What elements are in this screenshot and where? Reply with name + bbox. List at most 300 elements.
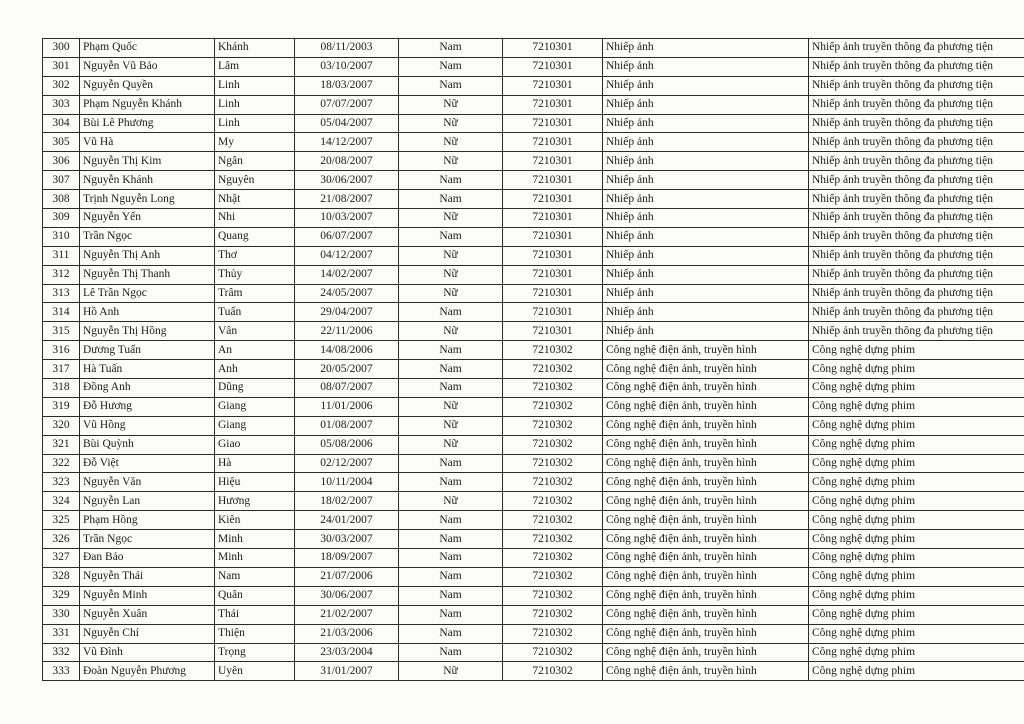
row-number-cell: 328 — [43, 567, 80, 586]
major-name-cell: Công nghệ điện ảnh, truyền hình — [603, 435, 809, 454]
birth-date-cell: 14/12/2007 — [295, 133, 399, 152]
major-name-cell: Nhiếp ảnh — [603, 57, 809, 76]
given-name-cell: Nhật — [215, 190, 295, 209]
specialization-cell: Nhiếp ảnh truyền thông đa phương tiện — [809, 57, 1024, 76]
major-code-cell: 7210301 — [503, 227, 603, 246]
given-name-cell: Linh — [215, 95, 295, 114]
given-name-cell: My — [215, 133, 295, 152]
table-row — [43, 624, 1024, 643]
major-name-cell: Nhiếp ảnh — [603, 152, 809, 171]
row-number-cell: 308 — [43, 190, 80, 209]
table-row — [43, 530, 1024, 549]
row-number-cell: 313 — [43, 284, 80, 303]
major-name-cell: Công nghệ điện ảnh, truyền hình — [603, 549, 809, 568]
table-row — [43, 95, 1024, 114]
row-number-cell: 318 — [43, 379, 80, 398]
table-row — [43, 492, 1024, 511]
family-middle-name-cell: Đồng Anh — [80, 379, 215, 398]
family-middle-name-cell: Nguyễn Khánh — [80, 171, 215, 190]
birth-date-cell: 18/03/2007 — [295, 76, 399, 95]
birth-date-cell: 05/08/2006 — [295, 435, 399, 454]
given-name-cell: Vân — [215, 322, 295, 341]
specialization-cell: Công nghệ dựng phim — [809, 643, 1024, 662]
given-name-cell: Giao — [215, 435, 295, 454]
family-middle-name-cell: Đỗ Việt — [80, 454, 215, 473]
gender-cell: Nữ — [399, 435, 503, 454]
major-code-cell: 7210302 — [503, 643, 603, 662]
major-name-cell: Nhiếp ảnh — [603, 190, 809, 209]
specialization-cell: Công nghệ dựng phim — [809, 511, 1024, 530]
major-name-cell: Công nghệ điện ảnh, truyền hình — [603, 643, 809, 662]
gender-cell: Nam — [399, 530, 503, 549]
row-number-cell: 326 — [43, 530, 80, 549]
row-number-cell: 331 — [43, 624, 80, 643]
birth-date-cell: 31/01/2007 — [295, 662, 399, 681]
major-code-cell: 7210301 — [503, 209, 603, 228]
specialization-cell: Công nghệ dựng phim — [809, 379, 1024, 398]
gender-cell: Nữ — [399, 284, 503, 303]
birth-date-cell: 05/04/2007 — [295, 114, 399, 133]
gender-cell: Nữ — [399, 492, 503, 511]
row-number-cell: 324 — [43, 492, 80, 511]
major-code-cell: 7210302 — [503, 416, 603, 435]
family-middle-name-cell: Dương Tuấn — [80, 341, 215, 360]
specialization-cell: Công nghệ dựng phim — [809, 549, 1024, 568]
table-row — [43, 643, 1024, 662]
given-name-cell: Thiện — [215, 624, 295, 643]
table-row — [43, 133, 1024, 152]
table-row — [43, 397, 1024, 416]
family-middle-name-cell: Nguyễn Minh — [80, 586, 215, 605]
specialization-cell: Công nghệ dựng phim — [809, 473, 1024, 492]
major-code-cell: 7210302 — [503, 586, 603, 605]
family-middle-name-cell: Phạm Hồng — [80, 511, 215, 530]
family-middle-name-cell: Phạm Nguyễn Khánh — [80, 95, 215, 114]
specialization-cell: Nhiếp ảnh truyền thông đa phương tiện — [809, 265, 1024, 284]
given-name-cell: Anh — [215, 360, 295, 379]
major-code-cell: 7210301 — [503, 152, 603, 171]
student-roster-table — [42, 38, 1024, 681]
gender-cell: Nam — [399, 473, 503, 492]
specialization-cell: Nhiếp ảnh truyền thông đa phương tiện — [809, 95, 1024, 114]
birth-date-cell: 11/01/2006 — [295, 397, 399, 416]
major-code-cell: 7210302 — [503, 397, 603, 416]
specialization-cell: Nhiếp ảnh truyền thông đa phương tiện — [809, 39, 1024, 58]
gender-cell: Nam — [399, 303, 503, 322]
gender-cell: Nữ — [399, 133, 503, 152]
major-code-cell: 7210302 — [503, 435, 603, 454]
gender-cell: Nữ — [399, 265, 503, 284]
major-name-cell: Công nghệ điện ảnh, truyền hình — [603, 492, 809, 511]
row-number-cell: 301 — [43, 57, 80, 76]
specialization-cell: Công nghệ dựng phim — [809, 454, 1024, 473]
table-row — [43, 360, 1024, 379]
table-row — [43, 586, 1024, 605]
given-name-cell: Trọng — [215, 643, 295, 662]
given-name-cell: Trâm — [215, 284, 295, 303]
major-name-cell: Nhiếp ảnh — [603, 114, 809, 133]
birth-date-cell: 04/12/2007 — [295, 246, 399, 265]
given-name-cell: Linh — [215, 114, 295, 133]
given-name-cell: Ngân — [215, 152, 295, 171]
major-name-cell: Công nghệ điện ảnh, truyền hình — [603, 662, 809, 681]
specialization-cell: Nhiếp ảnh truyền thông đa phương tiện — [809, 246, 1024, 265]
gender-cell: Nữ — [399, 114, 503, 133]
given-name-cell: Hương — [215, 492, 295, 511]
specialization-cell: Nhiếp ảnh truyền thông đa phương tiện — [809, 227, 1024, 246]
row-number-cell: 319 — [43, 397, 80, 416]
major-name-cell: Công nghệ điện ảnh, truyền hình — [603, 416, 809, 435]
gender-cell: Nam — [399, 586, 503, 605]
birth-date-cell: 10/03/2007 — [295, 209, 399, 228]
major-code-cell: 7210301 — [503, 190, 603, 209]
specialization-cell: Nhiếp ảnh truyền thông đa phương tiện — [809, 284, 1024, 303]
row-number-cell: 314 — [43, 303, 80, 322]
birth-date-cell: 10/11/2004 — [295, 473, 399, 492]
specialization-cell: Công nghệ dựng phim — [809, 662, 1024, 681]
given-name-cell: Nhi — [215, 209, 295, 228]
gender-cell: Nữ — [399, 662, 503, 681]
major-name-cell: Công nghệ điện ảnh, truyền hình — [603, 605, 809, 624]
row-number-cell: 311 — [43, 246, 80, 265]
roster-body — [43, 39, 1024, 681]
major-code-cell: 7210301 — [503, 284, 603, 303]
major-code-cell: 7210302 — [503, 379, 603, 398]
major-name-cell: Nhiếp ảnh — [603, 39, 809, 58]
table-row — [43, 416, 1024, 435]
gender-cell: Nữ — [399, 246, 503, 265]
family-middle-name-cell: Vũ Hồng — [80, 416, 215, 435]
family-middle-name-cell: Nguyễn Quyền — [80, 76, 215, 95]
given-name-cell: Linh — [215, 76, 295, 95]
birth-date-cell: 02/12/2007 — [295, 454, 399, 473]
given-name-cell: Tuấn — [215, 303, 295, 322]
birth-date-cell: 24/05/2007 — [295, 284, 399, 303]
row-number-cell: 302 — [43, 76, 80, 95]
table-row — [43, 435, 1024, 454]
major-code-cell: 7210301 — [503, 246, 603, 265]
major-name-cell: Công nghệ điện ảnh, truyền hình — [603, 454, 809, 473]
family-middle-name-cell: Nguyễn Xuân — [80, 605, 215, 624]
specialization-cell: Công nghệ dựng phim — [809, 530, 1024, 549]
major-code-cell: 7210302 — [503, 341, 603, 360]
gender-cell: Nam — [399, 76, 503, 95]
row-number-cell: 316 — [43, 341, 80, 360]
major-code-cell: 7210302 — [503, 454, 603, 473]
gender-cell: Nam — [399, 379, 503, 398]
row-number-cell: 329 — [43, 586, 80, 605]
birth-date-cell: 30/06/2007 — [295, 586, 399, 605]
major-code-cell: 7210302 — [503, 492, 603, 511]
specialization-cell: Công nghệ dựng phim — [809, 397, 1024, 416]
row-number-cell: 309 — [43, 209, 80, 228]
table-row — [43, 549, 1024, 568]
major-code-cell: 7210301 — [503, 39, 603, 58]
major-name-cell: Nhiếp ảnh — [603, 265, 809, 284]
gender-cell: Nam — [399, 171, 503, 190]
table-row — [43, 322, 1024, 341]
major-name-cell: Nhiếp ảnh — [603, 284, 809, 303]
family-middle-name-cell: Đan Bảo — [80, 549, 215, 568]
table-row — [43, 57, 1024, 76]
specialization-cell: Nhiếp ảnh truyền thông đa phương tiện — [809, 133, 1024, 152]
major-name-cell: Công nghệ điện ảnh, truyền hình — [603, 624, 809, 643]
row-number-cell: 300 — [43, 39, 80, 58]
gender-cell: Nam — [399, 57, 503, 76]
major-code-cell: 7210301 — [503, 76, 603, 95]
given-name-cell: Quang — [215, 227, 295, 246]
family-middle-name-cell: Nguyễn Yến — [80, 209, 215, 228]
major-name-cell: Công nghệ điện ảnh, truyền hình — [603, 379, 809, 398]
major-name-cell: Công nghệ điện ảnh, truyền hình — [603, 567, 809, 586]
row-number-cell: 333 — [43, 662, 80, 681]
given-name-cell: Dũng — [215, 379, 295, 398]
birth-date-cell: 18/09/2007 — [295, 549, 399, 568]
birth-date-cell: 14/02/2007 — [295, 265, 399, 284]
birth-date-cell: 21/02/2007 — [295, 605, 399, 624]
given-name-cell: Minh — [215, 549, 295, 568]
family-middle-name-cell: Đoàn Nguyễn Phương — [80, 662, 215, 681]
gender-cell: Nữ — [399, 95, 503, 114]
major-name-cell: Công nghệ điện ảnh, truyền hình — [603, 341, 809, 360]
family-middle-name-cell: Vũ Đình — [80, 643, 215, 662]
birth-date-cell: 06/07/2007 — [295, 227, 399, 246]
birth-date-cell: 21/08/2007 — [295, 190, 399, 209]
major-code-cell: 7210301 — [503, 57, 603, 76]
birth-date-cell: 23/03/2004 — [295, 643, 399, 662]
major-name-cell: Công nghệ điện ảnh, truyền hình — [603, 473, 809, 492]
family-middle-name-cell: Nguyễn Chí — [80, 624, 215, 643]
gender-cell: Nữ — [399, 209, 503, 228]
row-number-cell: 327 — [43, 549, 80, 568]
specialization-cell: Công nghệ dựng phim — [809, 341, 1024, 360]
major-code-cell: 7210302 — [503, 567, 603, 586]
major-name-cell: Nhiếp ảnh — [603, 209, 809, 228]
family-middle-name-cell: Trần Ngọc — [80, 530, 215, 549]
given-name-cell: An — [215, 341, 295, 360]
specialization-cell: Nhiếp ảnh truyền thông đa phương tiện — [809, 171, 1024, 190]
gender-cell: Nữ — [399, 152, 503, 171]
specialization-cell: Công nghệ dựng phim — [809, 492, 1024, 511]
major-code-cell: 7210302 — [503, 624, 603, 643]
major-code-cell: 7210302 — [503, 662, 603, 681]
table-row — [43, 209, 1024, 228]
given-name-cell: Nam — [215, 567, 295, 586]
gender-cell: Nam — [399, 624, 503, 643]
specialization-cell: Nhiếp ảnh truyền thông đa phương tiện — [809, 114, 1024, 133]
table-row — [43, 605, 1024, 624]
major-name-cell: Nhiếp ảnh — [603, 227, 809, 246]
specialization-cell: Công nghệ dựng phim — [809, 624, 1024, 643]
row-number-cell: 304 — [43, 114, 80, 133]
birth-date-cell: 21/03/2006 — [295, 624, 399, 643]
birth-date-cell: 03/10/2007 — [295, 57, 399, 76]
major-name-cell: Nhiếp ảnh — [603, 171, 809, 190]
specialization-cell: Nhiếp ảnh truyền thông đa phương tiện — [809, 190, 1024, 209]
given-name-cell: Thái — [215, 605, 295, 624]
specialization-cell: Nhiếp ảnh truyền thông đa phương tiện — [809, 152, 1024, 171]
birth-date-cell: 21/07/2006 — [295, 567, 399, 586]
table-row — [43, 379, 1024, 398]
major-code-cell: 7210302 — [503, 360, 603, 379]
row-number-cell: 332 — [43, 643, 80, 662]
family-middle-name-cell: Hồ Anh — [80, 303, 215, 322]
given-name-cell: Thủy — [215, 265, 295, 284]
specialization-cell: Nhiếp ảnh truyền thông đa phương tiện — [809, 303, 1024, 322]
family-middle-name-cell: Bùi Lê Phương — [80, 114, 215, 133]
major-code-cell: 7210302 — [503, 530, 603, 549]
family-middle-name-cell: Lê Trần Ngọc — [80, 284, 215, 303]
row-number-cell: 310 — [43, 227, 80, 246]
birth-date-cell: 30/03/2007 — [295, 530, 399, 549]
major-name-cell: Nhiếp ảnh — [603, 76, 809, 95]
major-name-cell: Công nghệ điện ảnh, truyền hình — [603, 586, 809, 605]
given-name-cell: Thơ — [215, 246, 295, 265]
major-code-cell: 7210302 — [503, 605, 603, 624]
table-row — [43, 190, 1024, 209]
birth-date-cell: 30/06/2007 — [295, 171, 399, 190]
major-code-cell: 7210302 — [503, 511, 603, 530]
table-row — [43, 303, 1024, 322]
given-name-cell: Quân — [215, 586, 295, 605]
major-name-cell: Nhiếp ảnh — [603, 95, 809, 114]
family-middle-name-cell: Nguyễn Văn — [80, 473, 215, 492]
major-code-cell: 7210301 — [503, 303, 603, 322]
given-name-cell: Uyên — [215, 662, 295, 681]
given-name-cell: Giang — [215, 416, 295, 435]
table-row — [43, 246, 1024, 265]
birth-date-cell: 08/11/2003 — [295, 39, 399, 58]
family-middle-name-cell: Nguyễn Thị Hồng — [80, 322, 215, 341]
row-number-cell: 312 — [43, 265, 80, 284]
given-name-cell: Kiên — [215, 511, 295, 530]
specialization-cell: Nhiếp ảnh truyền thông đa phương tiện — [809, 322, 1024, 341]
family-middle-name-cell: Nguyễn Thị Anh — [80, 246, 215, 265]
major-name-cell: Công nghệ điện ảnh, truyền hình — [603, 360, 809, 379]
family-middle-name-cell: Nguyễn Thị Thanh — [80, 265, 215, 284]
given-name-cell: Hà — [215, 454, 295, 473]
row-number-cell: 315 — [43, 322, 80, 341]
major-name-cell: Công nghệ điện ảnh, truyền hình — [603, 511, 809, 530]
gender-cell: Nam — [399, 605, 503, 624]
birth-date-cell: 01/08/2007 — [295, 416, 399, 435]
major-code-cell: 7210301 — [503, 114, 603, 133]
table-row — [43, 227, 1024, 246]
birth-date-cell: 07/07/2007 — [295, 95, 399, 114]
table-row — [43, 39, 1024, 58]
family-middle-name-cell: Trần Ngọc — [80, 227, 215, 246]
birth-date-cell: 24/01/2007 — [295, 511, 399, 530]
major-name-cell: Công nghệ điện ảnh, truyền hình — [603, 397, 809, 416]
gender-cell: Nam — [399, 511, 503, 530]
row-number-cell: 321 — [43, 435, 80, 454]
table-row — [43, 473, 1024, 492]
major-name-cell: Nhiếp ảnh — [603, 133, 809, 152]
birth-date-cell: 18/02/2007 — [295, 492, 399, 511]
family-middle-name-cell: Bùi Quỳnh — [80, 435, 215, 454]
birth-date-cell: 08/07/2007 — [295, 379, 399, 398]
major-code-cell: 7210301 — [503, 133, 603, 152]
gender-cell: Nữ — [399, 416, 503, 435]
given-name-cell: Khánh — [215, 39, 295, 58]
table-row — [43, 662, 1024, 681]
given-name-cell: Giang — [215, 397, 295, 416]
specialization-cell: Công nghệ dựng phim — [809, 416, 1024, 435]
row-number-cell: 320 — [43, 416, 80, 435]
given-name-cell: Minh — [215, 530, 295, 549]
table-row — [43, 567, 1024, 586]
birth-date-cell: 14/08/2006 — [295, 341, 399, 360]
row-number-cell: 322 — [43, 454, 80, 473]
gender-cell: Nam — [399, 39, 503, 58]
given-name-cell: Hiệu — [215, 473, 295, 492]
gender-cell: Nam — [399, 643, 503, 662]
table-row — [43, 152, 1024, 171]
family-middle-name-cell: Nguyễn Lan — [80, 492, 215, 511]
major-code-cell: 7210301 — [503, 322, 603, 341]
table-row — [43, 114, 1024, 133]
table-row — [43, 341, 1024, 360]
specialization-cell: Công nghệ dựng phim — [809, 586, 1024, 605]
gender-cell: Nam — [399, 227, 503, 246]
family-middle-name-cell: Hà Tuấn — [80, 360, 215, 379]
major-code-cell: 7210302 — [503, 549, 603, 568]
given-name-cell: Lâm — [215, 57, 295, 76]
major-code-cell: 7210301 — [503, 265, 603, 284]
table-row — [43, 284, 1024, 303]
gender-cell: Nữ — [399, 322, 503, 341]
major-name-cell: Nhiếp ảnh — [603, 303, 809, 322]
table-row — [43, 511, 1024, 530]
family-middle-name-cell: Đỗ Hương — [80, 397, 215, 416]
birth-date-cell: 20/08/2007 — [295, 152, 399, 171]
row-number-cell: 303 — [43, 95, 80, 114]
table-row — [43, 265, 1024, 284]
major-name-cell: Công nghệ điện ảnh, truyền hình — [603, 530, 809, 549]
major-code-cell: 7210301 — [503, 95, 603, 114]
specialization-cell: Nhiếp ảnh truyền thông đa phương tiện — [809, 209, 1024, 228]
major-code-cell: 7210302 — [503, 473, 603, 492]
family-middle-name-cell: Nguyễn Vũ Bảo — [80, 57, 215, 76]
major-name-cell: Nhiếp ảnh — [603, 246, 809, 265]
birth-date-cell: 29/04/2007 — [295, 303, 399, 322]
row-number-cell: 317 — [43, 360, 80, 379]
family-middle-name-cell: Phạm Quốc — [80, 39, 215, 58]
birth-date-cell: 22/11/2006 — [295, 322, 399, 341]
family-middle-name-cell: Trịnh Nguyễn Long — [80, 190, 215, 209]
row-number-cell: 330 — [43, 605, 80, 624]
gender-cell: Nữ — [399, 397, 503, 416]
gender-cell: Nam — [399, 454, 503, 473]
row-number-cell: 307 — [43, 171, 80, 190]
table-row — [43, 76, 1024, 95]
birth-date-cell: 20/05/2007 — [295, 360, 399, 379]
specialization-cell: Công nghệ dựng phim — [809, 605, 1024, 624]
row-number-cell: 305 — [43, 133, 80, 152]
table-row — [43, 171, 1024, 190]
given-name-cell: Nguyên — [215, 171, 295, 190]
row-number-cell: 325 — [43, 511, 80, 530]
gender-cell: Nam — [399, 341, 503, 360]
specialization-cell: Công nghệ dựng phim — [809, 567, 1024, 586]
row-number-cell: 323 — [43, 473, 80, 492]
family-middle-name-cell: Vũ Hà — [80, 133, 215, 152]
table-row — [43, 454, 1024, 473]
family-middle-name-cell: Nguyễn Thái — [80, 567, 215, 586]
major-name-cell: Nhiếp ảnh — [603, 322, 809, 341]
major-code-cell: 7210301 — [503, 171, 603, 190]
gender-cell: Nam — [399, 360, 503, 379]
